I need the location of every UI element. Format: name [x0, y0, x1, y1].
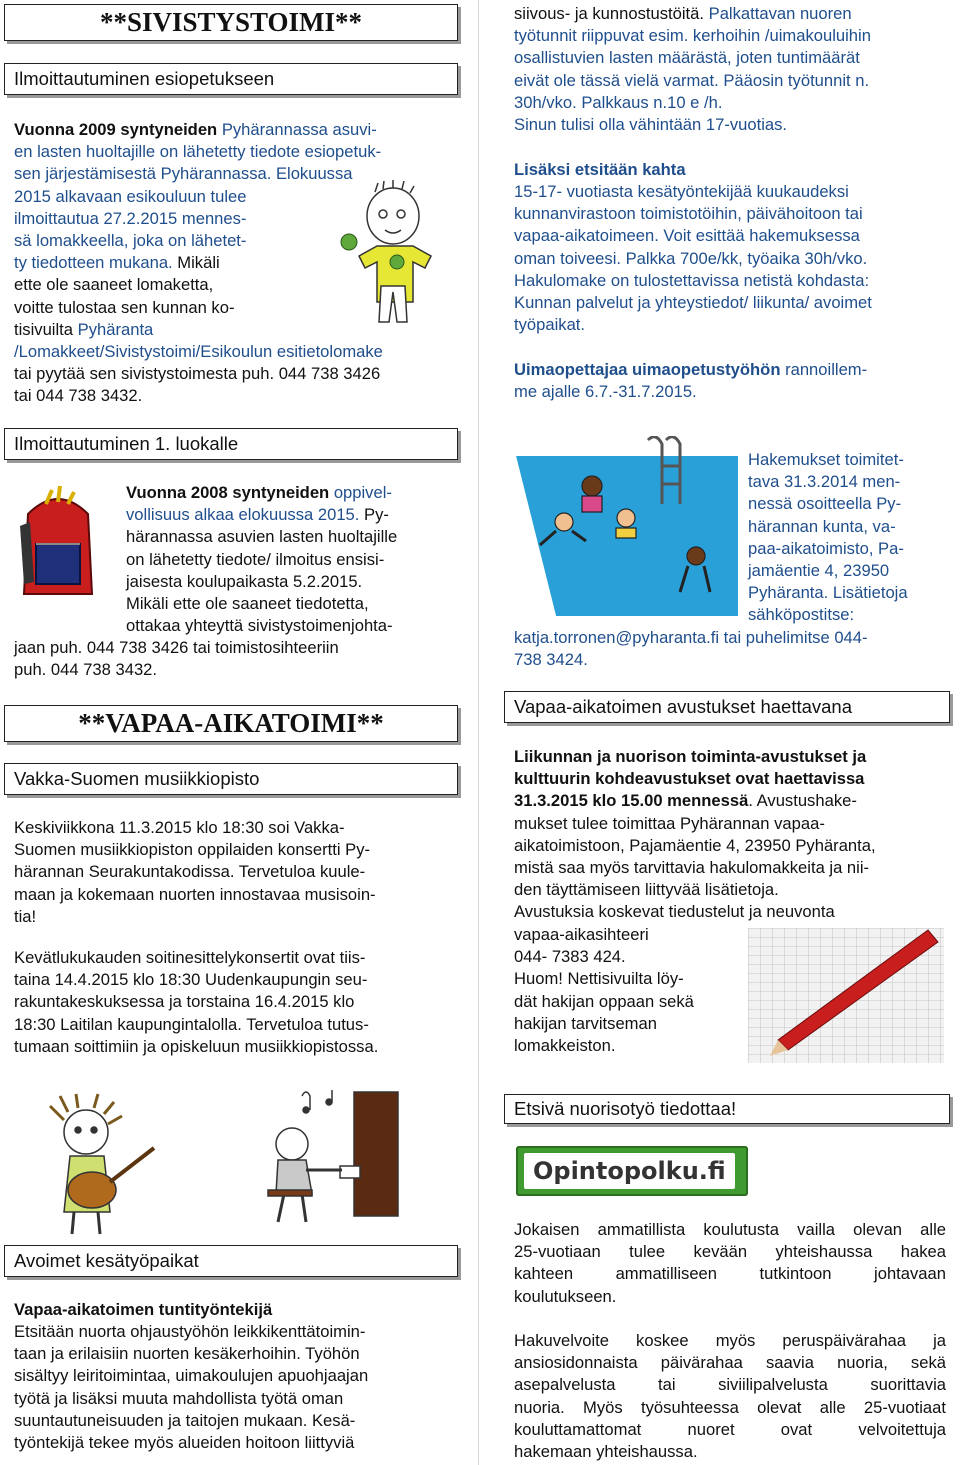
- musiikkiopisto-para1: [14, 817, 464, 928]
- nuorisotyo-heading: Etsivä nuorisotyö tiedottaa!: [504, 1094, 950, 1124]
- text-line: 2015 alkavaan esikouluun tulee: [14, 186, 247, 206]
- nuorisotyo-para2: [514, 1330, 946, 1463]
- text-line: ansiosidonnaista päivärahaa saavia nuoria, sekä: [514, 1353, 946, 1373]
- text-line: hakemaan yhteishaussa.: [514, 1442, 698, 1462]
- text-line: koulutukseen.: [514, 1286, 617, 1306]
- text-line: kouluttamattomat nuoret ovat velvoitettuja: [514, 1419, 946, 1439]
- sivistystoimi-title: **SIVISTYSTOIMI**: [4, 4, 458, 41]
- text-line: me ajalle 6.7.-31.7.2015.: [514, 382, 697, 402]
- text-line: 25-vuotiaan tulee kevään yhteishaussa hakea: [514, 1242, 946, 1262]
- text-line: jamäentie 4, 23950: [748, 561, 890, 581]
- text-line: vapaa-aikasihteeri: [514, 925, 649, 944]
- avustukset-text: [514, 746, 954, 924]
- text-line: 738 3424.: [514, 650, 588, 670]
- text-line: asepalvelusta tai siviilipalvelusta suorittavia: [514, 1375, 946, 1395]
- text-line: tisivuilta Pyhäranta: [14, 319, 154, 339]
- esiopetus-heading: Ilmoittautuminen esiopetukseen: [4, 63, 458, 95]
- luokka-heading: Ilmoittautuminen 1. luokalle: [4, 428, 458, 460]
- text-line: ette ole saaneet lomaketta,: [14, 275, 214, 295]
- text-line: Keskiviikkona 11.3.2015 klo 18:30 soi Vakka-: [14, 818, 345, 837]
- uimaopettaja-text: [514, 359, 954, 403]
- luokka-text: [126, 482, 461, 637]
- pencil-on-form-illustration: [748, 928, 944, 1063]
- text-line: katja.torronen@pyharanta.fi tai puhelimitse 044-: [514, 628, 868, 647]
- kesatyo-continued-text: [514, 3, 954, 136]
- text-line: Vuonna 2009 syntyneiden Pyhärannassa asuvi-: [14, 120, 377, 139]
- text-line: Vuonna 2008 syntyneiden oppivel-: [126, 483, 392, 502]
- text-line: Uimaopettajaa uimaopetustyöhön rannoillem-: [514, 360, 868, 379]
- text-line: Jokaisen ammatillista koulutusta vailla olevan alle: [514, 1220, 946, 1239]
- opintopolku-logo[interactable]: [516, 1146, 748, 1196]
- text-line: Liikunnan ja nuorison toiminta-avustukset ja: [514, 747, 867, 766]
- text-line: en lasten huoltajille on lähetetty tiedote esiopetuk-: [14, 142, 382, 162]
- text-line: tava 31.3.2014 men-: [748, 472, 901, 492]
- text-line: sä lomakkeella, joka on lähetet-: [14, 231, 247, 251]
- text-line: sen järjestämisestä Pyhärannassa. Elokuussa: [14, 164, 353, 184]
- musiikkiopisto-para2: [14, 947, 464, 1058]
- text-line: dät hakijan oppaan sekä: [514, 991, 694, 1011]
- piano-boy-illustration: [262, 1086, 407, 1231]
- text-line: 15-17- vuotiasta kesätyöntekijää kuukaudeksi: [514, 182, 849, 201]
- text-line: suuntautuneisuuden ja taitojen mukaan. Kesä-: [14, 1410, 356, 1430]
- text-line: sähköpostitse:: [748, 605, 855, 625]
- text-line: työtunnit riippuvat esim. kerhoihin /uimakouluihin: [514, 26, 871, 46]
- lisaksi-heading: Lisäksi etsitään kahta: [514, 160, 686, 179]
- luokka-text-full: [14, 637, 464, 681]
- text-line: härannassa asuvien lasten huoltajille: [126, 527, 398, 547]
- text-line: aikatoimistoon, Pajamäentie 4, 23950 Pyhäranta,: [514, 835, 876, 855]
- musiikkiopisto-heading: Vakka-Suomen musiikkiopisto: [4, 763, 458, 795]
- opintopolku-logo-text: Opintopolku.fi: [533, 1157, 726, 1185]
- text-line: Pyhäranta. Lisätietoja: [748, 583, 908, 603]
- text-line: puh. 044 738 3432.: [14, 660, 158, 680]
- text-line: sisältyy leiritoimintaa, uimakoulujen apuohjaajan: [14, 1366, 369, 1386]
- text-line: 044- 7383 424.: [514, 947, 626, 967]
- text-line: paa-aikatoimisto, Pa-: [748, 538, 904, 558]
- avustukset-text-short: [514, 924, 744, 1057]
- nuorisotyo-para1: [514, 1219, 946, 1308]
- text-line: vollisuus alkaa elokuussa 2015. Py-: [126, 505, 389, 525]
- text-line: jaisesta koulupaikasta 5.2.2015.: [126, 571, 363, 591]
- text-line: 30h/vko. Palkkaus n.10 e /h.: [514, 92, 723, 112]
- text-line: härannan kunta, va-: [748, 516, 896, 536]
- text-line: 31.3.2015 klo 15.00 mennessä. Avustushake-: [514, 791, 857, 811]
- text-line: taan ja erilaisiin nuorten kesäkerhoihin. Työhön: [14, 1344, 360, 1364]
- vapaa-aikatoimi-title: **VAPAA-AIKATOIMI**: [4, 705, 458, 742]
- text-line: on lähetetty tiedote/ ilmoitus ensisi-: [126, 549, 385, 569]
- text-line: rakuntakeskuksessa ja torstaina 16.4.2015 klo: [14, 992, 355, 1012]
- kesatyopaikat-heading: Avoimet kesätyöpaikat: [4, 1245, 458, 1277]
- text-line: Avustuksia koskevat tiedustelut ja neuvonta: [514, 902, 835, 922]
- text-line: kahteen ammatilliseen tutkintoon johtavaan: [514, 1264, 946, 1284]
- child-with-apples-illustration: [335, 180, 440, 330]
- text-line: työtä ja lisäksi muuta mahdollista työtä oman: [14, 1388, 344, 1408]
- text-line: ilmoittautua 27.2.2015 mennes-: [14, 208, 247, 228]
- text-line: kunnanvirastoon toimistotöihin, päivähoitoon tai: [514, 204, 863, 224]
- kesatyo-text: [14, 1321, 464, 1454]
- text-line: kulttuurin kohdeavustukset ovat haettavissa: [514, 769, 865, 789]
- text-line: jaan puh. 044 738 3426 tai toimistosihteeriin: [14, 638, 339, 657]
- swimming-pool-illustration: [516, 436, 738, 616]
- text-line: tai pyytää sen sivistystoimesta puh. 044 738 3426: [14, 364, 381, 384]
- text-line: oman toiveesi. Palkka 700e/kk, työaika 30h/vko.: [514, 248, 868, 268]
- text-line: Kunnan palvelut ja yhteystiedot/ liikunta/ avoimet: [514, 293, 872, 313]
- text-line: tai 044 738 3432.: [14, 386, 143, 406]
- text-line: Hakuvelvoite koskee myös peruspäivärahaa ja: [514, 1331, 946, 1350]
- text-line: eivät ole tässä vielä varmat. Pääosin työtunnit n.: [514, 70, 870, 90]
- text-line: työntekijä tekee myös alueiden hoitoon liittyviä: [14, 1433, 355, 1453]
- text-line: taina 14.4.2015 klo 18:30 Uudenkaupungin seu-: [14, 970, 368, 990]
- text-line: tumaan soittimiin ja opiskeluun musiikkiopistossa.: [14, 1036, 379, 1056]
- text-line: osallistuvien lasten määrästä, joten tuntimäärät: [514, 48, 860, 68]
- text-line: nuoria. Myös työsuhteessa olevat alle 25-vuotiaat: [514, 1397, 946, 1417]
- text-line: 18:30 Laitilan kaupungintalolla. Tervetuloa tutus-: [14, 1014, 369, 1034]
- text-line: lomakkeiston.: [514, 1036, 616, 1056]
- text-line: Mikäli ette ole saaneet tiedotetta,: [126, 594, 369, 614]
- text-line: mistä saa myös tarvittavia hakulomakkeita ja nii-: [514, 858, 870, 878]
- text-line: maan ja kokemaan nuorten innostavaa musisoin-: [14, 884, 376, 904]
- text-line: voitte tulostaa sen kunnan ko-: [14, 297, 235, 317]
- lisaksi-text: [514, 181, 954, 336]
- kesatyo-subheading: Vapaa-aikatoimen tuntityöntekijä: [14, 1300, 273, 1319]
- text-line: den täyttämiseen liittyvää lisätietoja.: [514, 880, 779, 900]
- text-line: tia!: [14, 906, 37, 926]
- guitar-girl-illustration: [34, 1090, 164, 1240]
- text-line: vapaa-aikatoimeen. Voit esittää hakemuksessa: [514, 226, 860, 246]
- text-line: nessä osoitteella Py-: [748, 494, 902, 514]
- text-line: Hakulomake on tulostettavissa netistä kohdasta:: [514, 270, 870, 290]
- text-line: Sinun tulisi olla vähintään 17-vuotias.: [514, 115, 788, 135]
- hakemukset-text-full: [514, 627, 954, 671]
- text-line: hakijan tarvitseman: [514, 1013, 657, 1033]
- text-line: siivous- ja kunnostustöitä. Palkattavan nuoren: [514, 4, 852, 23]
- text-line: Huom! Nettisivuilta löy-: [514, 969, 684, 989]
- text-line: Etsitään nuorta ohjaustyöhön leikkikenttätoimin-: [14, 1322, 366, 1341]
- hakemukset-text: [748, 449, 958, 627]
- text-line: ty tiedotteen mukana. Mikäli: [14, 253, 220, 273]
- text-line: ottakaa yhteyttä sivistystoimenjohta-: [126, 616, 393, 636]
- column-divider: [478, 0, 479, 1465]
- text-line: työpaikat.: [514, 315, 586, 335]
- text-line: Suomen musiikkiopiston oppilaiden konsertti Py-: [14, 840, 371, 860]
- text-line: härannan Seurakuntakodissa. Tervetuloa kuule-: [14, 862, 366, 882]
- text-line: Kevätlukukauden soitinesittelykonsertit ovat tiis-: [14, 948, 366, 967]
- text-line: mukset tulee toimittaa Pyhärannan vapaa-: [514, 813, 825, 833]
- text-line: /Lomakkeet/Sivistystoimi/Esikoulun esitietolomake: [14, 342, 383, 362]
- text-line: Hakemukset toimitet-: [748, 450, 904, 469]
- backpack-illustration: [6, 484, 111, 604]
- avustukset-heading: Vapaa-aikatoimen avustukset haettavana: [504, 691, 950, 723]
